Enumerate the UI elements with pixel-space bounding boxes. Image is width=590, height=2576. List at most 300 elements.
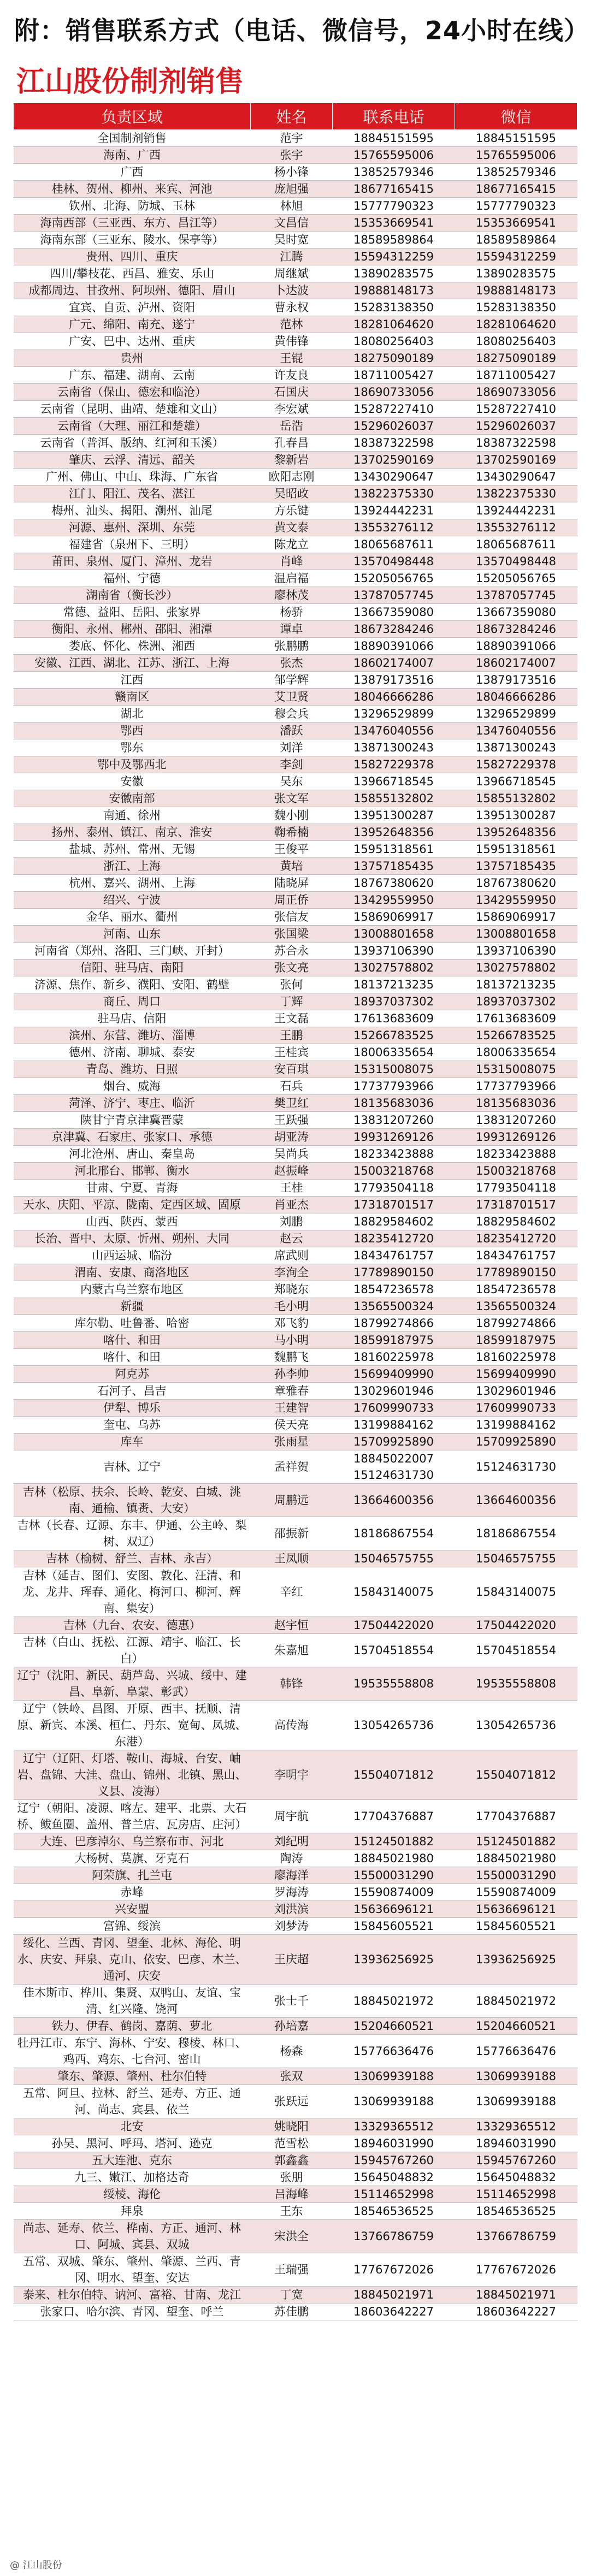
- wechat-cell: 17767672026: [455, 2253, 577, 2287]
- wechat-cell: 13430290647: [455, 469, 577, 485]
- phone-cell: 18890391066: [333, 638, 455, 655]
- wechat-cell: 13027578802: [455, 960, 577, 976]
- phone-cell: 15765595006: [333, 147, 455, 164]
- wechat-cell: 18046666286: [455, 689, 577, 706]
- table-row: [14, 485, 577, 502]
- phone-cell: 18434761757: [333, 1247, 455, 1264]
- table-row: [14, 926, 577, 943]
- region-cell: 全国制剂销售: [14, 130, 251, 147]
- phone-cell: 13871300243: [333, 739, 455, 756]
- name-cell: 吴时宽: [251, 232, 333, 248]
- wechat-cell: 15500031290: [455, 1867, 577, 1884]
- phone-cell: 13951300287: [333, 807, 455, 824]
- region-cell: 德州、济南、聊城、泰安: [14, 1044, 251, 1061]
- phone-cell: 13822375330: [333, 485, 455, 502]
- phone-cell: 15699409990: [333, 1366, 455, 1383]
- name-cell: 丁辉: [251, 993, 333, 1010]
- phone-cell: 18845151595: [333, 130, 455, 147]
- phone-cell: 13852579346: [333, 164, 455, 181]
- name-cell: 孙李帅: [251, 1366, 333, 1383]
- table-row: [14, 638, 577, 655]
- name-cell: 刘鹏: [251, 1213, 333, 1230]
- table-row: [14, 2085, 577, 2118]
- phone-cell: 18690733056: [333, 384, 455, 401]
- region-cell: 河北邢台、邯郸、衡水: [14, 1163, 251, 1180]
- region-cell: 九三、嫩江、加格达奇: [14, 2169, 251, 2186]
- region-cell: 贵州、四川、重庆: [14, 248, 251, 265]
- wechat-cell: 15845605521: [455, 1918, 577, 1935]
- region-cell: 河北沧州、唐山、秦皇岛: [14, 1146, 251, 1163]
- table-row: [14, 1197, 577, 1213]
- wechat-cell: 18673284246: [455, 621, 577, 638]
- name-cell: 张双: [251, 2068, 333, 2085]
- phone-cell: 13565500324: [333, 1298, 455, 1315]
- phone-cell: 15709925890: [333, 1434, 455, 1450]
- name-cell: 魏小刚: [251, 807, 333, 824]
- name-cell: 王文磊: [251, 1010, 333, 1027]
- wechat-cell: 13069939188: [455, 2068, 577, 2085]
- region-cell: 五常、阿旦、拉林、舒兰、延寿、方正、通河、尚志、宾县、依兰: [14, 2085, 251, 2118]
- phone-cell: 13952648356: [333, 824, 455, 841]
- phone-cell: 18547236578: [333, 1281, 455, 1298]
- wechat-cell: 13667359080: [455, 604, 577, 621]
- table-row: [14, 1985, 577, 2018]
- table-row: [14, 1617, 577, 1634]
- phone-cell: 18006335654: [333, 1044, 455, 1061]
- table-row: [14, 875, 577, 892]
- phone-cell: 17609990733: [333, 1400, 455, 1417]
- region-cell: 桂林、贺州、柳州、来宾、河池: [14, 181, 251, 198]
- region-cell: 辽宁（铁岭、昌图、开原、西丰、抚顺、清原、新宾、本溪、桓仁、丹东、宽甸、凤城、东港）: [14, 1701, 251, 1750]
- phone-cell: 13429559950: [333, 892, 455, 909]
- wechat-cell: 15287227410: [455, 401, 577, 418]
- phone-cell: 17504422020: [333, 1617, 455, 1634]
- wechat-cell: 18677165415: [455, 181, 577, 198]
- table-row: [14, 401, 577, 418]
- name-cell: 韩锋: [251, 1667, 333, 1701]
- wechat-cell: 13831207260: [455, 1112, 577, 1129]
- wechat-cell: 13966718545: [455, 773, 577, 790]
- region-cell: 吉林（榆树、舒兰、吉林、永吉）: [14, 1550, 251, 1567]
- name-cell: 林旭: [251, 198, 333, 215]
- phone-cell: 13199884162: [333, 1417, 455, 1434]
- region-cell: 吉林（松原、扶余、长岭、乾安、白城、洮南、通榆、镇赉、大安）: [14, 1484, 251, 1517]
- name-cell: 王锟: [251, 350, 333, 367]
- table-row: [14, 1833, 577, 1850]
- wechat-cell: 18546536525: [455, 2203, 577, 2220]
- region-cell: 滨州、东营、潍坊、淄博: [14, 1027, 251, 1044]
- page-heading: 附：销售联系方式（电话、微信号，24小时在线）: [14, 16, 590, 45]
- region-cell: 肇东、肇源、肇州、杜尔伯特: [14, 2068, 251, 2085]
- region-cell: 鄂中及鄂西北: [14, 756, 251, 773]
- region-cell: 赣南区: [14, 689, 251, 706]
- region-cell: 绍兴、宁波: [14, 892, 251, 909]
- phone-cell: 15590874009: [333, 1884, 455, 1901]
- table-row: [14, 1550, 577, 1567]
- phone-cell: 15945767260: [333, 2152, 455, 2169]
- name-cell: 孙培嘉: [251, 2018, 333, 2035]
- region-cell: 肇庆、云浮、清远、韶关: [14, 452, 251, 469]
- region-cell: 内蒙古乌兰察布地区: [14, 1281, 251, 1298]
- phone-cell: 15114652998: [333, 2186, 455, 2203]
- wechat-cell: 17789890150: [455, 1264, 577, 1281]
- region-cell: 钦州、北海、防城、玉林: [14, 198, 251, 215]
- region-cell: 拜泉: [14, 2203, 251, 2220]
- phone-cell: 18186867554: [333, 1517, 455, 1550]
- region-cell: 海南东部（三亚东、陵水、保亭等）: [14, 232, 251, 248]
- wechat-cell: 15776636476: [455, 2035, 577, 2068]
- region-cell: 辽宁（辽阳、灯塔、鞍山、海城、台安、岫岩、盘锦、大洼、盘山、锦州、北镇、黑山、义县、凌海）: [14, 1750, 251, 1800]
- table-row: [14, 215, 577, 232]
- region-cell: 绥化、兰西、青冈、望奎、北林、海伦、明水、庆安、拜泉、克山、依安、巴彦、木兰、通河、庆安: [14, 1935, 251, 1985]
- phone-cell: 18160225978: [333, 1349, 455, 1366]
- phone-cell: 13553276112: [333, 519, 455, 536]
- wechat-cell: 18799274866: [455, 1315, 577, 1332]
- region-cell: 常德、益阳、岳阳、张家界: [14, 604, 251, 621]
- table-row: [14, 2287, 577, 2303]
- region-cell: 福州、宁德: [14, 570, 251, 587]
- table-row: [14, 2152, 577, 2169]
- name-cell: 赵振峰: [251, 1163, 333, 1180]
- wechat-cell: 13952648356: [455, 824, 577, 841]
- table-row: [14, 384, 577, 401]
- table-row: [14, 265, 577, 282]
- phone-cell: 18845021972: [333, 1985, 455, 2018]
- name-cell: 张何: [251, 976, 333, 993]
- table-row: [14, 960, 577, 976]
- phone-cell: 13667359080: [333, 604, 455, 621]
- wechat-cell: 15504071812: [455, 1750, 577, 1800]
- wechat-cell: 17613683609: [455, 1010, 577, 1027]
- name-cell: 陆晓屏: [251, 875, 333, 892]
- table-row: [14, 1901, 577, 1918]
- wechat-cell: 15645048832: [455, 2169, 577, 2186]
- table-row: [14, 943, 577, 960]
- name-cell: 吕海峰: [251, 2186, 333, 2203]
- company-title: 江山股份制剂销售: [16, 66, 244, 98]
- wechat-cell: 18135683036: [455, 1095, 577, 1112]
- region-cell: 五大连池、克东: [14, 2152, 251, 2169]
- region-cell: 贵州: [14, 350, 251, 367]
- wechat-cell: 13822375330: [455, 485, 577, 502]
- region-cell: 金华、丽水、衢州: [14, 909, 251, 926]
- table-row: [14, 1095, 577, 1112]
- table-row: [14, 773, 577, 790]
- name-cell: 姚晓阳: [251, 2118, 333, 2135]
- name-cell: 范宇: [251, 130, 333, 147]
- phone-cell: 18233423888: [333, 1146, 455, 1163]
- phone-cell: 13879173516: [333, 672, 455, 689]
- table-row: [14, 689, 577, 706]
- wechat-cell: 13054265736: [455, 1701, 577, 1750]
- region-cell: 奎屯、乌苏: [14, 1417, 251, 1434]
- name-cell: 艾卫贤: [251, 689, 333, 706]
- wechat-cell: 18160225978: [455, 1349, 577, 1366]
- phone-cell: 18137213235: [333, 976, 455, 993]
- region-cell: 库尔勒、吐鲁番、哈密: [14, 1315, 251, 1332]
- table-row: [14, 435, 577, 452]
- name-cell: 赵宇恒: [251, 1617, 333, 1634]
- phone-cell: 13937106390: [333, 943, 455, 960]
- phone-cell: 15504071812: [333, 1750, 455, 1800]
- table-row: [14, 1213, 577, 1230]
- table-row: [14, 519, 577, 536]
- name-cell: 范林: [251, 316, 333, 333]
- table-row: [14, 1332, 577, 1349]
- region-cell: 菏泽、济宁、枣庄、临沂: [14, 1095, 251, 1112]
- region-cell: 河南省（郑州、洛阳、三门峡、开封）: [14, 943, 251, 960]
- phone-cell: 17318701517: [333, 1197, 455, 1213]
- phone-cell: 18080256403: [333, 333, 455, 350]
- phone-cell: 13329365512: [333, 2118, 455, 2135]
- wechat-cell: 18890391066: [455, 638, 577, 655]
- table-row: [14, 672, 577, 689]
- name-cell: 黎新岩: [251, 452, 333, 469]
- phone-cell: 18275090189: [333, 350, 455, 367]
- phone-cell: 15003218768: [333, 1163, 455, 1180]
- wechat-cell: 13890283575: [455, 265, 577, 282]
- name-cell: 王瑞强: [251, 2253, 333, 2287]
- region-cell: 吉林（延吉、图们、安图、敦化、汪清、和龙、龙井、珲春、通化、梅河口、柳河、辉南、集安）: [14, 1567, 251, 1617]
- name-cell: 鞠希楠: [251, 824, 333, 841]
- name-cell: 吴东: [251, 773, 333, 790]
- table-row: [14, 299, 577, 316]
- phone-cell: 13757185435: [333, 858, 455, 875]
- phone-cell: 18845021971: [333, 2287, 455, 2303]
- region-cell: 五常、双城、肇东、肇州、肇源、兰西、青冈、明水、望奎、安达: [14, 2253, 251, 2287]
- region-cell: 杭州、嘉兴、湖州、上海: [14, 875, 251, 892]
- phone-cell: 13570498448: [333, 553, 455, 570]
- wechat-cell: 17504422020: [455, 1617, 577, 1634]
- name-cell: 张文军: [251, 790, 333, 807]
- wechat-cell: 13871300243: [455, 739, 577, 756]
- watermark-text: @ 江山股份: [10, 2560, 62, 2571]
- table-row: [14, 1667, 577, 1701]
- wechat-cell: 18589589864: [455, 232, 577, 248]
- table-row: [14, 1298, 577, 1315]
- region-cell: 北安: [14, 2118, 251, 2135]
- region-cell: 河源、惠州、深圳、东莞: [14, 519, 251, 536]
- region-cell: 佳木斯市、桦川、集贤、双鸭山、友谊、宝清、红兴隆、饶河: [14, 1985, 251, 2018]
- name-cell: 毛小明: [251, 1298, 333, 1315]
- name-cell: 岳浩: [251, 418, 333, 435]
- table-row: [14, 824, 577, 841]
- wechat-cell: 15636696121: [455, 1901, 577, 1918]
- name-cell: 杨小锋: [251, 164, 333, 181]
- phone-cell: 15266783525: [333, 1027, 455, 1044]
- table-row: [14, 739, 577, 756]
- name-cell: 郭鑫鑫: [251, 2152, 333, 2169]
- wechat-cell: 15296026037: [455, 418, 577, 435]
- wechat-cell: 18845021980: [455, 1850, 577, 1867]
- wechat-cell: 15699409990: [455, 1366, 577, 1383]
- table-row: [14, 333, 577, 350]
- name-cell: 欧阳志刚: [251, 469, 333, 485]
- region-cell: 喀什、和田: [14, 1349, 251, 1366]
- wechat-cell: 13429559950: [455, 892, 577, 909]
- region-cell: 青岛、潍坊、日照: [14, 1061, 251, 1078]
- table-row: [14, 1417, 577, 1434]
- region-cell: 赤峰: [14, 1884, 251, 1901]
- phone-cell: 15843140075: [333, 1567, 455, 1617]
- name-cell: 刘洋: [251, 739, 333, 756]
- name-cell: 张国梁: [251, 926, 333, 943]
- phone-cell: 13890283575: [333, 265, 455, 282]
- table-row: [14, 604, 577, 621]
- wechat-cell: 13570498448: [455, 553, 577, 570]
- region-cell: 驻马店、信阳: [14, 1010, 251, 1027]
- region-cell: 吉林、辽宁: [14, 1450, 251, 1484]
- region-cell: 广元、绵阳、南充、遂宁: [14, 316, 251, 333]
- wechat-cell: 18829584602: [455, 1213, 577, 1230]
- region-cell: 新疆: [14, 1298, 251, 1315]
- wechat-cell: 13936256925: [455, 1935, 577, 1985]
- phone-cell: 15776636476: [333, 2035, 455, 2068]
- table-row: [14, 1230, 577, 1247]
- table-row: [14, 790, 577, 807]
- name-cell: 肖亚杰: [251, 1197, 333, 1213]
- wechat-cell: 15869069917: [455, 909, 577, 926]
- region-cell: 阿荣旗、扎兰屯: [14, 1867, 251, 1884]
- table-row: [14, 350, 577, 367]
- phone-cell: 15287227410: [333, 401, 455, 418]
- wechat-cell: 18690733056: [455, 384, 577, 401]
- table-row: [14, 1484, 577, 1517]
- name-cell: 丁宽: [251, 2287, 333, 2303]
- wechat-cell: 13199884162: [455, 1417, 577, 1434]
- region-cell: 绥棱、海伦: [14, 2186, 251, 2203]
- table-row: [14, 2118, 577, 2135]
- region-cell: 尚志、延寿、依兰、桦南、方正、通河、林口、阿城、宾县、双城: [14, 2220, 251, 2253]
- name-cell: 黄伟锋: [251, 333, 333, 350]
- region-cell: 渭南、安康、商洛地区: [14, 1264, 251, 1281]
- region-cell: 衡阳、永州、郴州、邵阳、湘潭: [14, 621, 251, 638]
- region-cell: 安徽南部: [14, 790, 251, 807]
- table-row: [14, 723, 577, 739]
- table-row: [14, 1400, 577, 1417]
- phone-cell: 18599187975: [333, 1332, 455, 1349]
- table-row: [14, 756, 577, 773]
- name-cell: 周鹏远: [251, 1484, 333, 1517]
- region-cell: 广州、佛山、中山、珠海、广东省: [14, 469, 251, 485]
- wechat-cell: 15827229378: [455, 756, 577, 773]
- phone-cell: 17767672026: [333, 2253, 455, 2287]
- name-cell: 温启福: [251, 570, 333, 587]
- phone-cell: 18135683036: [333, 1095, 455, 1112]
- name-cell: 席武则: [251, 1247, 333, 1264]
- name-cell: 高传海: [251, 1701, 333, 1750]
- phone-cell: 13054265736: [333, 1701, 455, 1750]
- region-cell: 安徽、江西、湖北、江苏、浙江、上海: [14, 655, 251, 672]
- contact-table: [13, 103, 577, 2320]
- table-header: [14, 103, 577, 130]
- table-row: [14, 570, 577, 587]
- region-cell: 铁力、伊春、鹤岗、嘉荫、萝北: [14, 2018, 251, 2035]
- region-cell: 辽宁（沈阳、新民、葫芦岛、兴城、绥中、建昌、阜新、阜蒙、彰武）: [14, 1667, 251, 1701]
- region-cell: 江西: [14, 672, 251, 689]
- wechat-cell: 13879173516: [455, 672, 577, 689]
- phone-cell: 13430290647: [333, 469, 455, 485]
- name-cell: 张信友: [251, 909, 333, 926]
- name-cell: 李明宇: [251, 1750, 333, 1800]
- region-cell: 京津冀、石家庄、张家口、承德: [14, 1129, 251, 1146]
- table-row: [14, 892, 577, 909]
- name-cell: 方乐键: [251, 502, 333, 519]
- table-row: [14, 536, 577, 553]
- table-row: [14, 2068, 577, 2085]
- wechat-cell: 18767380620: [455, 875, 577, 892]
- name-cell: 吴昭政: [251, 485, 333, 502]
- wechat-cell: 18845151595: [455, 130, 577, 147]
- name-cell: 石国庆: [251, 384, 333, 401]
- wechat-cell: 18080256403: [455, 333, 577, 350]
- name-cell: 李剑: [251, 756, 333, 773]
- table-body: [14, 130, 577, 2320]
- phone-cell: 15124501882: [333, 1833, 455, 1850]
- phone-cell: 15296026037: [333, 418, 455, 435]
- wechat-cell: 17793504118: [455, 1180, 577, 1197]
- name-cell: 安百琪: [251, 1061, 333, 1078]
- table-row: [14, 2135, 577, 2152]
- wechat-cell: 15124631730: [455, 1450, 577, 1484]
- wechat-cell: 19931269126: [455, 1129, 577, 1146]
- wechat-cell: 13702590169: [455, 452, 577, 469]
- wechat-cell: 18434761757: [455, 1247, 577, 1264]
- phone-cell: 13936256925: [333, 1935, 455, 1985]
- wechat-cell: 18602174007: [455, 655, 577, 672]
- table-row: [14, 841, 577, 858]
- table-row: [14, 621, 577, 638]
- region-cell: 库车: [14, 1434, 251, 1450]
- wechat-cell: 13329365512: [455, 2118, 577, 2135]
- name-cell: 王桂宾: [251, 1044, 333, 1061]
- phone-cell: 13787057745: [333, 587, 455, 604]
- table-row: [14, 2018, 577, 2035]
- wechat-cell: 19888148173: [455, 282, 577, 299]
- wechat-cell: 15003218768: [455, 1163, 577, 1180]
- phone-cell: 18845021980: [333, 1850, 455, 1867]
- name-cell: 刘梦涛: [251, 1918, 333, 1935]
- wechat-cell: 15709925890: [455, 1434, 577, 1450]
- wechat-cell: 18137213235: [455, 976, 577, 993]
- table-row: [14, 1247, 577, 1264]
- region-cell: 广东、福建、湖南、云南: [14, 367, 251, 384]
- phone-cell: 18937037302: [333, 993, 455, 1010]
- name-cell: 樊卫红: [251, 1095, 333, 1112]
- name-cell: 王建智: [251, 1400, 333, 1417]
- region-cell: 牡丹江市、东宁、海林、宁安、穆棱、林口、鸡西、鸡东、七台河、密山: [14, 2035, 251, 2068]
- region-cell: 盐城、苏州、常州、无锡: [14, 841, 251, 858]
- region-cell: 宜宾、自贡、泸州、资阳: [14, 299, 251, 316]
- wechat-cell: 13029601946: [455, 1383, 577, 1400]
- name-cell: 张文亮: [251, 960, 333, 976]
- table-row: [14, 1112, 577, 1129]
- table-row: [14, 147, 577, 164]
- name-cell: 周继斌: [251, 265, 333, 282]
- wechat-cell: 13951300287: [455, 807, 577, 824]
- name-cell: 曹永权: [251, 299, 333, 316]
- name-cell: 张跃远: [251, 2085, 333, 2118]
- table-row: [14, 1850, 577, 1867]
- phone-cell: 17613683609: [333, 1010, 455, 1027]
- name-cell: 辛红: [251, 1567, 333, 1617]
- wechat-cell: 15204660521: [455, 2018, 577, 2035]
- table-row: [14, 2203, 577, 2220]
- region-cell: 福建省（泉州下、三明）: [14, 536, 251, 553]
- region-cell: 吉林（九台、农安、德惠）: [14, 1617, 251, 1634]
- region-cell: 广西: [14, 164, 251, 181]
- wechat-cell: 15843140075: [455, 1567, 577, 1617]
